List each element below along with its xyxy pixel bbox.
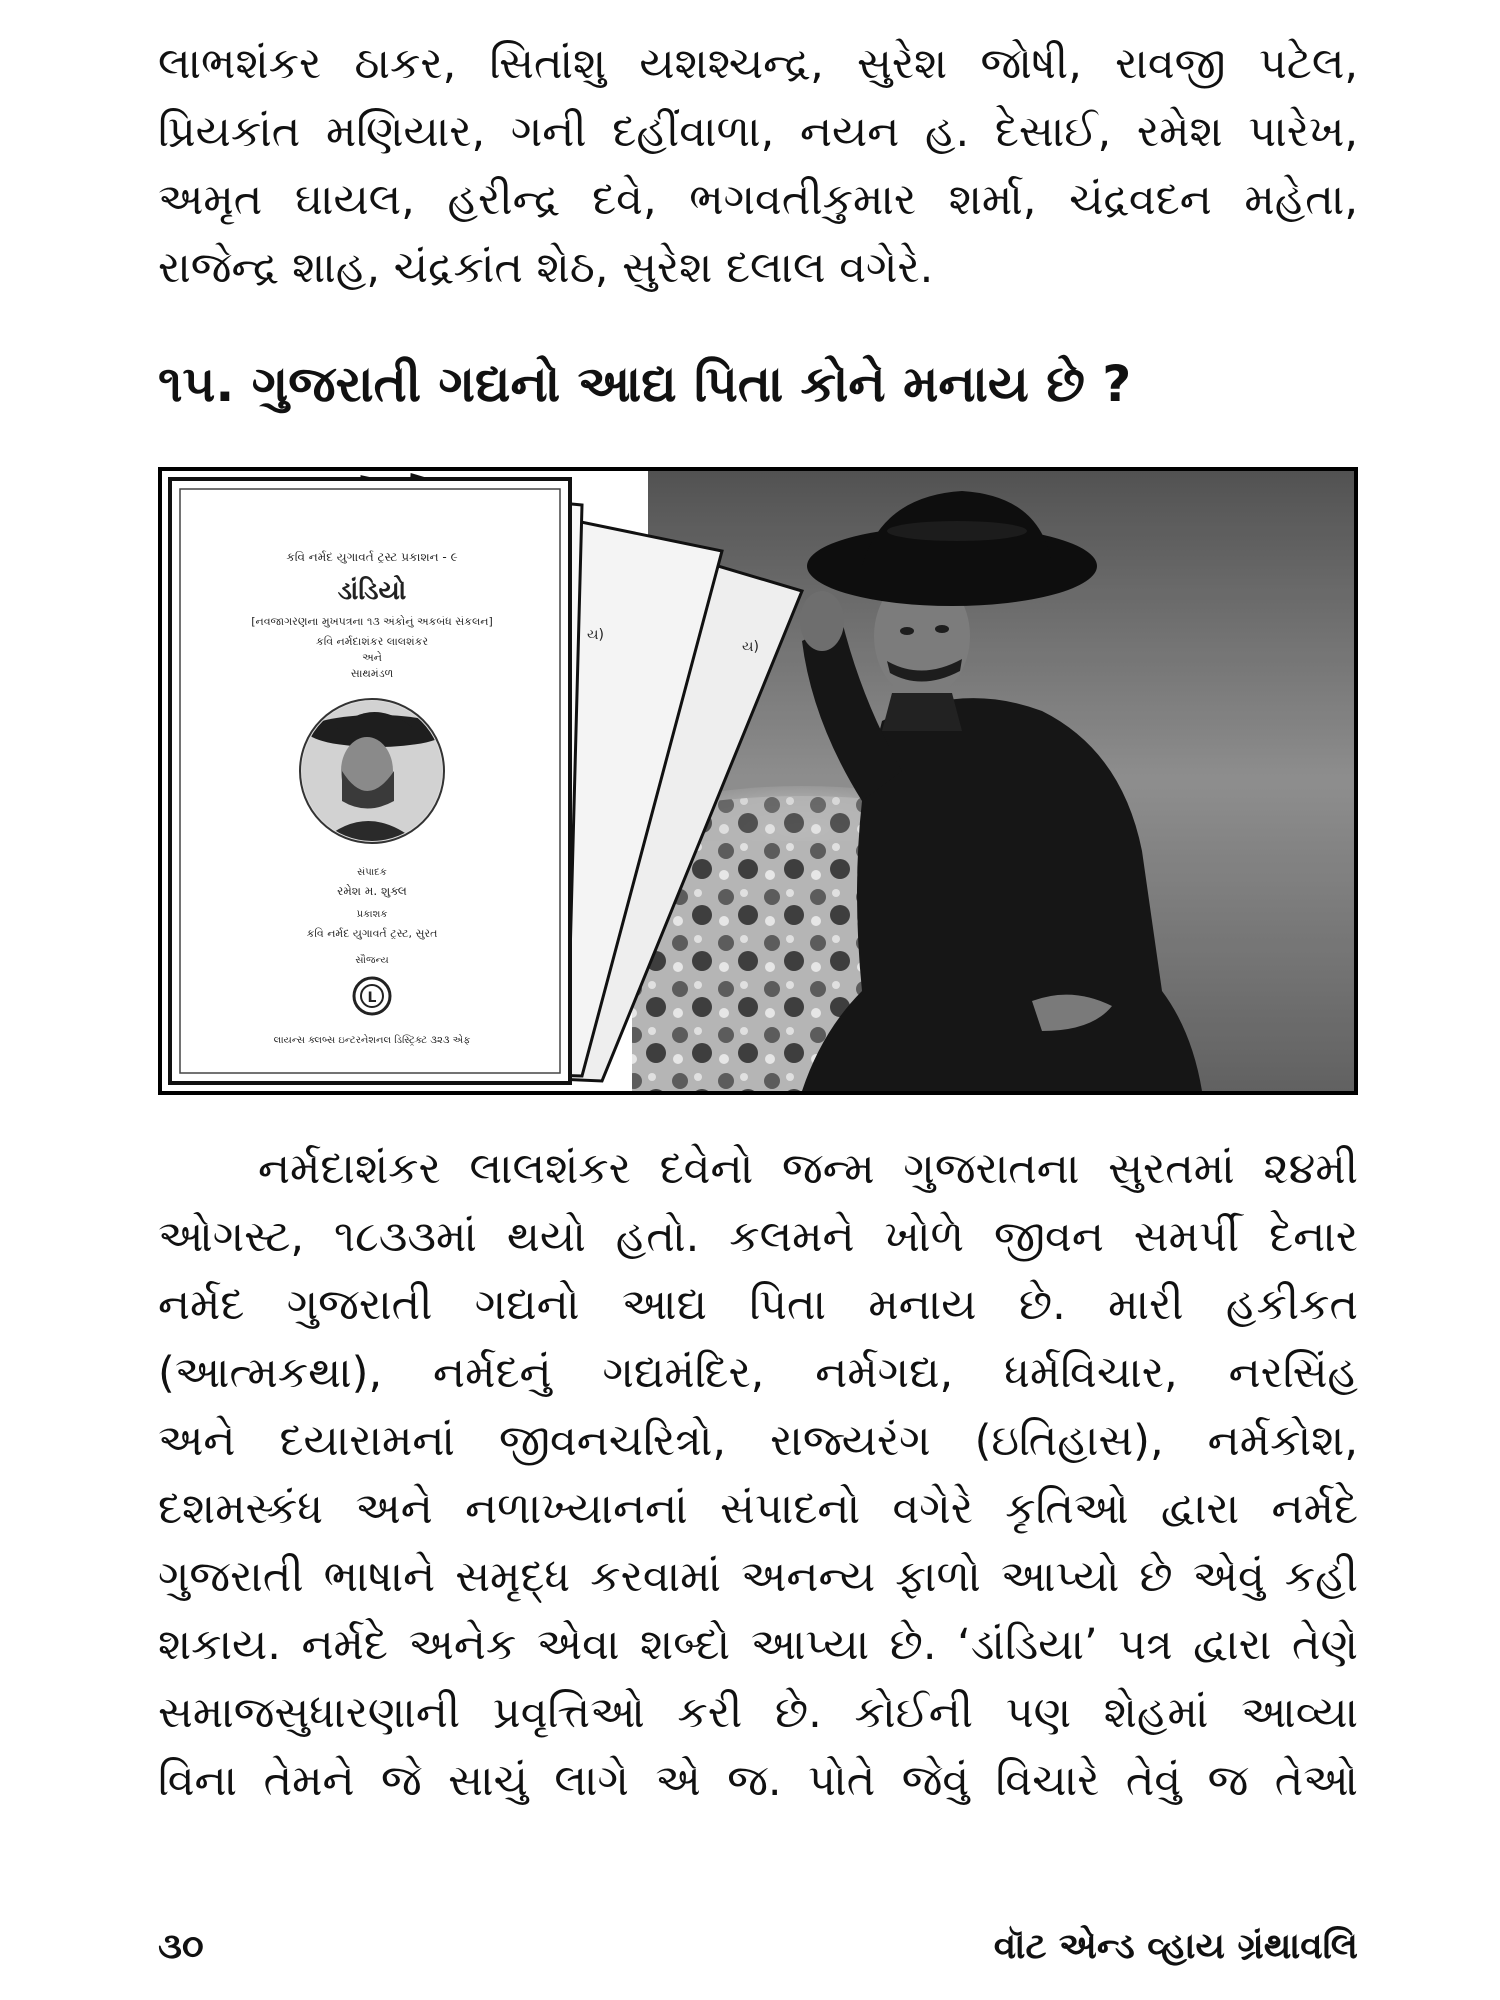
cover-publisher-name: કવિ નર્મદ યુગાવર્ત ટ્રસ્ટ, સુરત [306,927,438,940]
body-line-4: (આત્મકથા), નર્મદનું ગદ્યમંદિર, નર્મગદ્ય, ધર્મવિચાર, નરસિંહ [158,1348,1358,1398]
cover-publisher-label: પ્રકાશક [356,909,388,920]
body-line-6: દશમસ્કંધ અને નળાખ્યાનનાં સંપાદનો વગેરે કૃતિઓ દ્વારા નર્મદે [158,1484,1358,1534]
intro-line-2: પ્રિયકાંત મણિયાર, ગની દહીંવાળા, નયન હ. દેસાઈ, રમેશ પારેખ, [158,107,1358,157]
body-line-3: નર્મદ ગુજરાતી ગદ્યનો આદ્ય પિતા મનાય છે. મારી હકીકત [158,1280,1358,1330]
series-title: વૉટ એન્ડ વ્હાય ગ્રંથાવલિ [993,1926,1358,1967]
question-heading: ૧૫. ગુજરાતી ગદ્યનો આદ્ય પિતા કોને મનાય છે ? [158,355,1132,413]
cover-authors-and: અને [362,651,382,664]
intro-line-3: અમૃત ઘાયલ, હરીન્દ્ર દવે, ભગવતીકુમાર શર્મા, ચંદ્રવદન મહેતા, [158,175,1358,225]
logo-letter: L [367,990,377,1006]
intro-line-1: લાભશંકર ઠાકર, સિતાંશુ યશશ્ચન્દ્ર, સુરેશ જોષી, રાવજી પટેલ, [158,39,1358,89]
sheet-fragment-text: ય) [742,639,759,655]
dandio-book-cover [170,479,570,1083]
cover-editor-label: સંપાદક [357,867,387,878]
body-line-7: ગુજરાતી ભાષાને સમૃદ્ધ કરવામાં અનન્ય ફાળો આપ્યો છે એવું કહી [158,1552,1358,1602]
cover-bottom-line: લાયન્સ ક્લબ્સ ઇન્ટરનેશનલ ડિસ્ટ્રિક્ટ ૩૨૩ એફ [273,1035,471,1046]
body-line-5: અને દયારામનાં જીવનચરિત્રો, રાજ્યરંગ (ઇતિહાસ), નર્મકોશ, [158,1416,1358,1466]
cover-subtitle: [નવજાગરણના મુખપત્રના ૧૩ અંકોનું અકબંધ સંકલન] [251,615,493,628]
cover-series-line: કવિ નર્મદ યુગાવર્ત ટ્રસ્ટ પ્રકાશન - ૯ [286,550,458,564]
sheet-fragment-text-2: ય) [587,627,604,643]
body-line-1: નર્મદાશંકર લાલશંકર દવેનો જન્મ ગુજરાતના સુરતમાં ૨૪મી [258,1144,1358,1194]
cover-editor-name: રમેશ મ. શુક્લ [337,884,407,898]
body-paragraph [158,1135,1358,1815]
body-line-9: સમાજસુધારણાની પ્રવૃત્તિઓ કરી છે. કોઈની પણ શેહમાં આવ્યા [158,1688,1358,1738]
figure-illustration [162,471,1354,1091]
page-number: ૩૦ [158,1926,204,1967]
cover-title: ડાંડિયો [337,576,407,606]
page-footer [158,1926,1358,1976]
cover-authors-line1: કવિ નર્મદાશંકર લાલશંકર [315,635,429,648]
cover-sponsor-label: સૌજન્ય [355,955,389,966]
cover-authors-line2: સાથમંડળ [350,667,394,680]
figure-panel [158,467,1358,1095]
intro-line-4: રાજેન્દ્ર શાહ, ચંદ્રકાંત શેઠ, સુરેશ દલાલ વગેરે. [158,243,934,293]
intro-paragraph [158,30,1358,302]
body-line-8: શકાય. નર્મદે અનેક એવા શબ્દો આપ્યા છે. ‘ડાંડિયા’ પત્ર દ્વારા તેણે [158,1620,1358,1670]
body-line-2: ઓગસ્ટ, ૧૮૩૩માં થયો હતો. કલમને ખોળે જીવન સમર્પી દેનાર [158,1212,1358,1262]
body-line-10: વિના તેમને જે સાચું લાગે એ જ. પોતે જેવું વિચારે તેવું જ તેઓ [158,1756,1358,1806]
